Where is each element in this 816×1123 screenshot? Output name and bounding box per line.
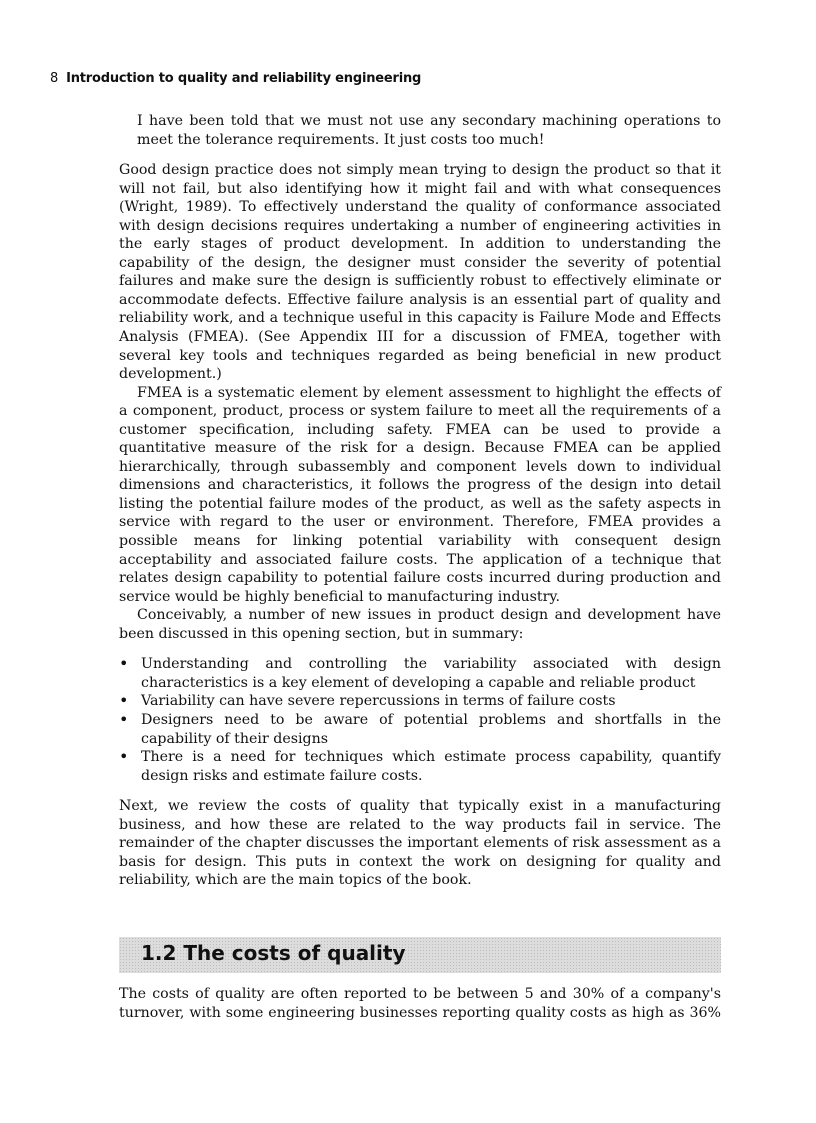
paragraph-summary-intro: Conceivably, a number of new issues in product design and development have been discussed in this opening section, but in summary: — [119, 607, 721, 642]
section-heading-bar — [119, 937, 721, 973]
paragraph-design-practice: Good design practice does not simply mean trying to design the product so that it will not fail, but also identifying how it might fail and with what consequences (Wright, 1989). To effectively understand the quality of conformance associated with design decisions requires undertaking a number of engineering activities in the early stages of product development. In addition to understanding the capability of the design, the designer must consider the severity of potential failures and make sure the design is sufficiently robust to effectively eliminate or accommodate defects. Effective failure analysis is an essential part of quality and reliability work, and a technique useful in this capacity is Failure Mode and Effects Analysis (FMEA). (See Appendix III for a discussion of FMEA, together with several key tools and techniques regarded as being beneficial in new product development.) — [119, 162, 721, 383]
bullet-item: • Understanding and controlling the variability associated with design characteristics is a key element of developing a capable and reliable product — [119, 655, 721, 692]
paragraph-fmea: FMEA is a systematic element by element assessment to highlight the effects of a component, product, process or system failure to meet all the requirements of a customer specification, including safety. FMEA can be used to provide a quantitative measure of the risk for a design. Because FMEA can be applied hierarchically, through subassembly and component levels down to individual dimensions and characteristics, it follows the progress of the design into detail listing the potential failure modes of the product, as well as the safety aspects in service with regard to the user or environment. Therefore, FMEA provides a possible means for linking potential variability with consequent design acceptability and associated failure costs. The application of a technique that relates design capability to potential failure costs incurred during production and service would be highly beneficial to manufacturing industry. — [119, 384, 721, 605]
paragraph-costs-of-quality: The costs of quality are often reported to be between 5 and 30% of a company's turnover, with some engineering businesses reporting quality costs as high as 36% — [119, 986, 721, 1021]
paragraph-next-review: Next, we review the costs of quality that typically exist in a manufacturing business, and how these are related to the way products fail in service. The remainder of the chapter discusses the important elements of risk assessment as a basis for design. This puts in context the work on designing for quality and reliability, which are the main topics of the book. — [119, 798, 721, 889]
quotation: I have been told that we must not use any secondary machining operations to meet the tolerance requirements. It just costs too much! — [137, 113, 721, 148]
page-number: 8 — [50, 71, 59, 86]
running-head — [50, 71, 421, 86]
bullet-item: • Designers need to be aware of potential problems and shortfalls in the capability of their designs — [119, 711, 721, 748]
summary-bullet-list — [119, 655, 721, 785]
bullet-item: • There is a need for techniques which estimate process capability, quantify design risks and estimate failure costs. — [119, 748, 721, 785]
body-text — [119, 112, 721, 890]
running-title: Introduction to quality and reliability engineering — [66, 71, 422, 86]
section-heading: 1.2 The costs of quality — [141, 941, 406, 965]
bullet-item: • Variability can have severe repercussions in terms of failure costs — [119, 692, 721, 711]
